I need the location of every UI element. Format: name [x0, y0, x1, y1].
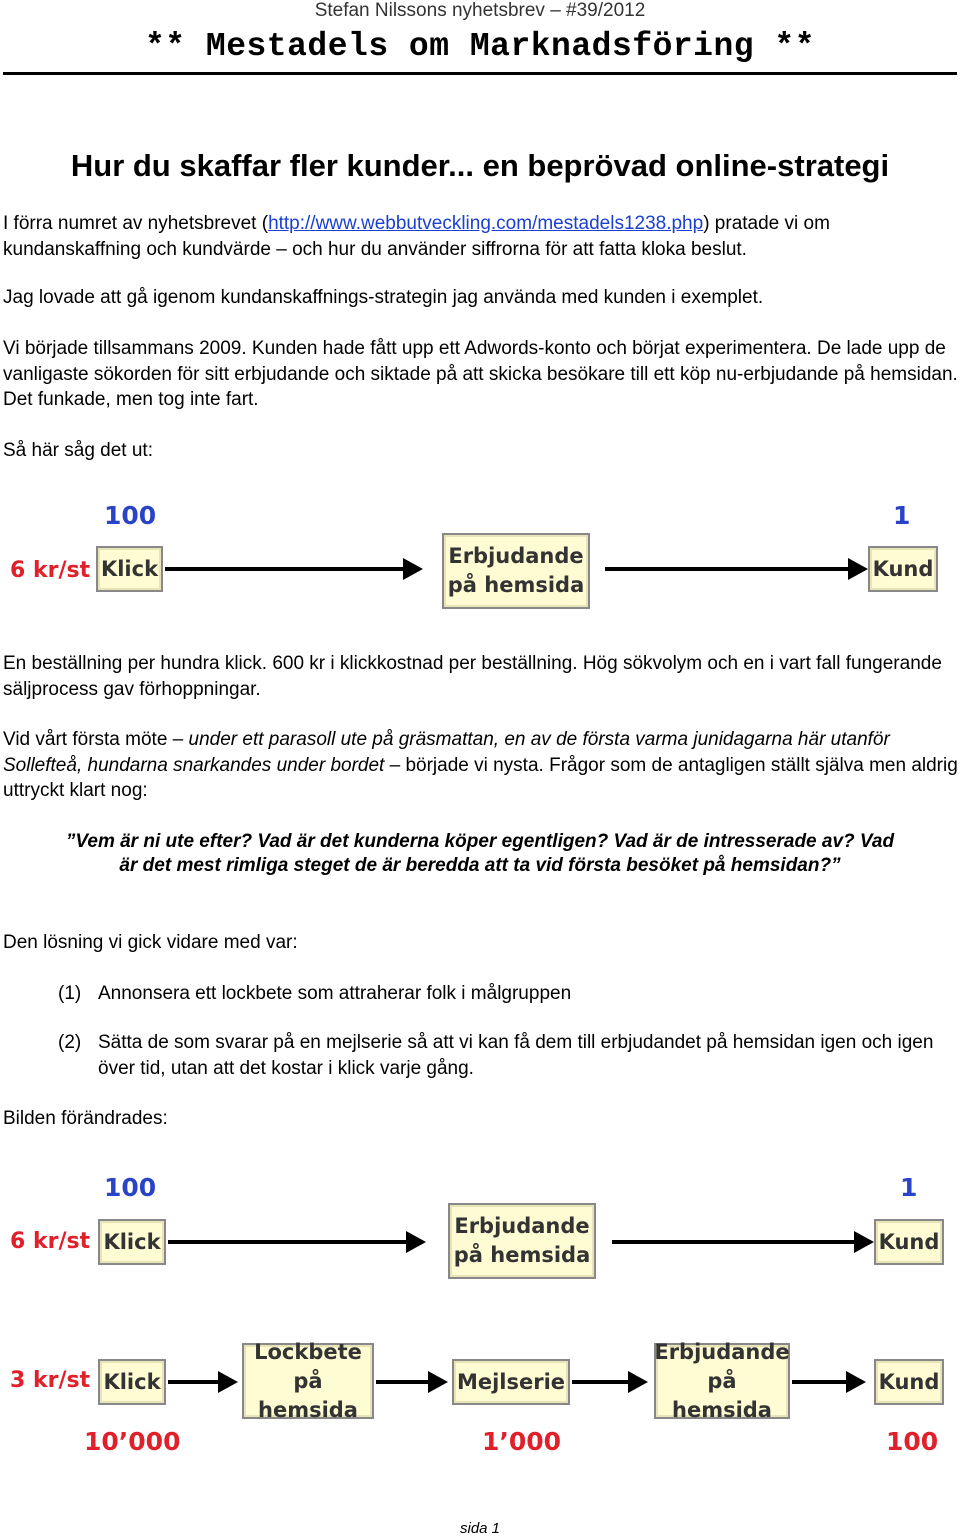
click-box: Klick	[98, 1359, 166, 1405]
customers-count-label: 100	[886, 1427, 939, 1456]
previous-issue-link[interactable]: http://www.webbutveckling.com/mestadels1238.php	[268, 213, 704, 234]
page-number: sida 1	[459, 1520, 501, 1537]
arrow-line	[165, 567, 405, 571]
arrow-line	[792, 1380, 848, 1384]
arrow-head	[406, 1231, 426, 1253]
cost-per-click-label: 6 kr/st	[10, 558, 91, 583]
article-heading: Hur du skaffar fler kunder... en beprövad online-strategi	[70, 148, 890, 183]
paragraph-promise: Jag lovade att gå igenom kundanskaffnings-strategin jag använda med kunden i exemplet.	[3, 287, 764, 308]
paragraph-changed: Bilden förändrades:	[3, 1108, 168, 1129]
arrow-line	[168, 1240, 408, 1244]
customers-count-label: 1	[893, 501, 911, 530]
arrow-head	[428, 1371, 448, 1393]
cost-per-click-label: 3 kr/st	[10, 1368, 91, 1393]
cost-per-click-label: 6 kr/st	[10, 1229, 91, 1254]
list-item: (1) Annonsera ett lockbete som attraherar folk i målgruppen	[58, 983, 572, 1004]
paragraph-looked-like: Så här såg det ut:	[3, 440, 153, 461]
newsletter-title: ** Mestadels om Marknadsföring **	[144, 28, 815, 65]
customer-box: Kund	[874, 1359, 944, 1405]
arrow-head	[218, 1371, 238, 1393]
paragraph-start: Vi började tillsammans 2009. Kunden hade fått upp ett Adwords-konto och börjat experimentera. De lade upp de vanligaste sökorden för sitt erbjudande och siktade på att skicka besökare till ett köp nu-erbjudande på hemsidan. Det funkade, men tog inte fart.	[3, 338, 958, 410]
header-divider	[3, 72, 957, 75]
arrow-line	[605, 567, 850, 571]
list-item: (2) Sätta de som svarar på en mejlserie så att vi kan få dem till erbjudandet på hemsidan igen och igen över tid, utan att det kostar i klick varje gång.	[58, 1032, 934, 1079]
clicks-count-label: 100	[104, 1173, 157, 1202]
offer-box: Erbjudande på hemsida	[442, 533, 590, 609]
funnel-diagram-before	[0, 495, 960, 615]
arrow-head	[854, 1231, 874, 1253]
customer-box: Kund	[874, 1219, 944, 1265]
arrow-line	[376, 1380, 430, 1384]
funnel-diagram-after	[0, 1165, 960, 1465]
offer-box: Erbjudande på hemsida	[448, 1203, 596, 1279]
arrow-line	[612, 1240, 856, 1244]
arrow-head	[403, 558, 423, 580]
paragraph-solution: Den lösning vi gick vidare med var:	[3, 932, 298, 953]
arrow-head	[848, 558, 868, 580]
arrow-line	[168, 1380, 220, 1384]
clicks-count-label: 10’000	[84, 1427, 181, 1456]
mail-series-box: Mejlserie	[452, 1359, 570, 1405]
customers-count-label: 1	[900, 1173, 918, 1202]
paragraph-result: En beställning per hundra klick. 600 kr i klickkostnad per beställning. Hög sökvolym och en i vart fall fungerande säljprocess gav förhoppningar.	[3, 653, 942, 700]
questions-quote: ”Vem är ni ute efter? Vad är det kunderna köper egentligen? Vad är de intresserade av? Vad är det mest rimliga steget de är beredda att ta vid första besöket på hemsidan?”	[65, 831, 895, 876]
paragraph-meeting: Vid vårt första möte – under ett parasoll ute på gräsmattan, en av de första varma junidagarna här utanför Sollefteå, hundarna snarkandes under bordet – började vi nysta. Frågor som de antagligen ställt själva men aldrig uttryckt klart nog:	[3, 729, 958, 801]
click-box: Klick	[96, 546, 163, 592]
click-box: Klick	[98, 1219, 166, 1265]
newsletter-issue: Stefan Nilssons nyhetsbrev – #39/2012	[314, 0, 646, 21]
clicks-count-label: 100	[104, 501, 157, 530]
paragraph-intro: I förra numret av nyhetsbrevet (http://www.webbutveckling.com/mestadels1238.php) pratade vi om kundanskaffning och kundvärde – och hur du använder siffrorna för att fatta kloka beslut.	[3, 213, 830, 260]
customer-box: Kund	[868, 546, 938, 592]
arrow-head	[628, 1371, 648, 1393]
offer-box: Erbjudande på hemsida	[654, 1339, 790, 1422]
subscribers-count-label: 1’000	[482, 1427, 562, 1456]
arrow-line	[572, 1380, 630, 1384]
arrow-head	[846, 1371, 866, 1393]
lure-box: Lockbete på hemsida	[242, 1343, 374, 1419]
